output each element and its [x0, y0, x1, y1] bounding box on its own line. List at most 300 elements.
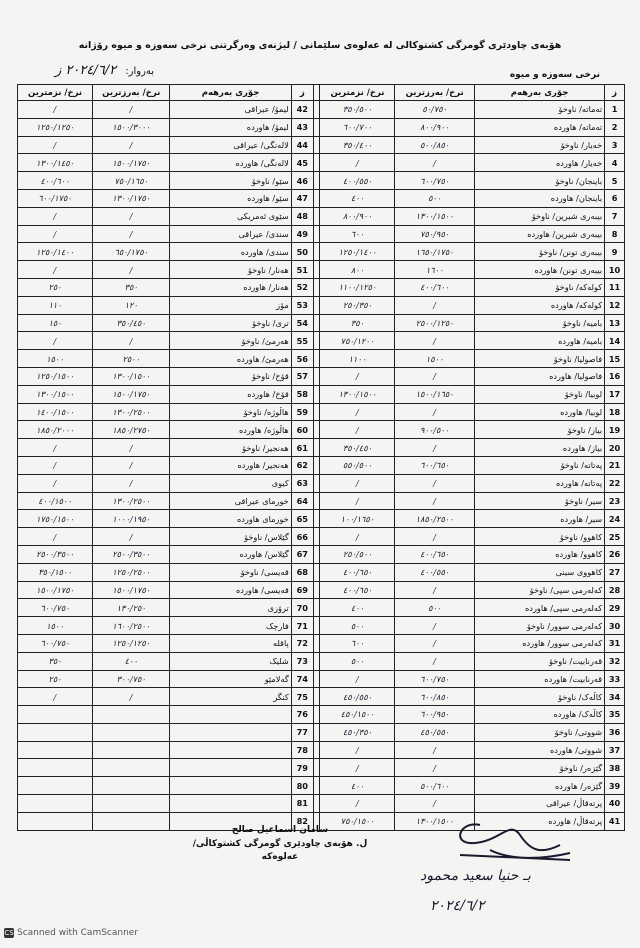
table-row	[18, 367, 625, 385]
price-low: ٥٠٠	[320, 617, 395, 635]
row-number: 2	[605, 118, 625, 136]
row-number: 66	[291, 528, 313, 546]
column-header-low: نرخ/ نزمترین	[320, 85, 395, 101]
price-high: /	[395, 634, 474, 652]
price-low: ٣٥٠	[320, 314, 395, 332]
price-low: /	[18, 474, 93, 492]
row-number: 27	[605, 563, 625, 581]
signatory-role: ل. هۆبەی چاودێری گومرگی کشتوکاڵی/عەلوەکە	[192, 838, 368, 862]
price-low: /	[320, 741, 395, 759]
price-high: /	[93, 225, 170, 243]
price-high: ٥٠/٧٥٠	[395, 101, 474, 119]
price-high: ٣٥٠	[93, 278, 170, 296]
row-number: 50	[291, 243, 313, 261]
price-low: ٤٥٠/٥٥٠	[320, 688, 395, 706]
row-number: 58	[291, 385, 313, 403]
row-number: 23	[605, 492, 625, 510]
price-low: /	[18, 225, 93, 243]
row-number: 59	[291, 403, 313, 421]
row-number: 36	[605, 723, 625, 741]
column-gap	[313, 474, 320, 492]
handwritten-date: ٢٠٢٤/٦/٢	[430, 898, 485, 914]
column-header-num: ز	[605, 85, 625, 101]
row-number: 43	[291, 118, 313, 136]
row-number: 52	[291, 278, 313, 296]
price-high: ٦٠٠/٦٥٠	[395, 456, 474, 474]
row-number: 49	[291, 225, 313, 243]
product-name: سیر/ ناوخۆ	[474, 492, 604, 510]
price-low	[18, 812, 93, 830]
price-high: ١٣٠٠/٢٥٠٠	[93, 492, 170, 510]
price-high: ٩٠٠/٥٠٠	[395, 421, 474, 439]
price-high: ٥٠٠	[395, 599, 474, 617]
price-low: ٧٥٠/١٥٠٠	[320, 812, 395, 830]
row-number: 14	[605, 332, 625, 350]
table-row	[18, 403, 625, 421]
row-number: 51	[291, 261, 313, 279]
product-name: بیبەری تونن/ ناوخۆ	[474, 243, 604, 261]
column-gap	[313, 599, 320, 617]
column-gap	[313, 759, 320, 777]
table-row	[18, 207, 625, 225]
price-low: ٤٠٠	[320, 189, 395, 207]
product-name: ترۆزی	[170, 599, 291, 617]
price-high: /	[93, 528, 170, 546]
product-name: هەنار/ هاوردە	[170, 278, 291, 296]
product-name: هاڵوژە/ ناوخۆ	[170, 403, 291, 421]
column-gap	[313, 101, 320, 119]
price-low: /	[320, 670, 395, 688]
product-name: قەرنابیت/ هاوردە	[474, 670, 604, 688]
product-name: بیبەری شیرین/ هاوردە	[474, 225, 604, 243]
price-high: /	[93, 688, 170, 706]
handwritten-name: بـ حنیا سعید محمود	[420, 868, 531, 884]
product-name: کەلەرمی سپی/ ناوخۆ	[474, 581, 604, 599]
price-low: ٣٥٠	[18, 652, 93, 670]
price-high: /	[395, 492, 474, 510]
price-high: ١٢٥٠/٢٥٠٠	[93, 563, 170, 581]
price-high: ٤٠٠/٦٠٠	[395, 278, 474, 296]
price-high: /	[93, 332, 170, 350]
table-row	[18, 421, 625, 439]
price-low: ٦٠٠	[320, 634, 395, 652]
price-high	[93, 741, 170, 759]
column-gap	[313, 332, 320, 350]
row-number: 29	[605, 599, 625, 617]
price-low: ١٨٥٠/٢٠٠٠	[18, 421, 93, 439]
product-name: کاڵەک/ هاوردە	[474, 706, 604, 724]
price-low: /	[18, 101, 93, 119]
product-name: پەتاتە/ هاوردە	[474, 474, 604, 492]
price-low: ٤٠٠	[320, 777, 395, 795]
product-name: کیوی	[170, 474, 291, 492]
table-row	[18, 350, 625, 368]
price-high: /	[93, 261, 170, 279]
price-low: ٤٠٠/٦٠٠	[18, 172, 93, 190]
product-name: سێو/ هاوردە	[170, 189, 291, 207]
row-number: 46	[291, 172, 313, 190]
column-gap	[313, 545, 320, 563]
price-high: ٦٠٠/٨٥٠	[395, 688, 474, 706]
price-low: /	[18, 136, 93, 154]
product-name: بیبەری شیرین/ ناوخۆ	[474, 207, 604, 225]
table-header-row	[18, 85, 625, 101]
row-number: 81	[291, 795, 313, 813]
product-name: گێلاس/ هاوردە	[170, 545, 291, 563]
product-name	[170, 777, 291, 795]
product-name	[170, 795, 291, 813]
product-name	[170, 759, 291, 777]
column-gap	[313, 207, 320, 225]
price-low: /	[18, 332, 93, 350]
column-gap	[313, 367, 320, 385]
price-low: ١٥٠٠	[18, 350, 93, 368]
row-number: 10	[605, 261, 625, 279]
price-high: ٤٠٠	[93, 652, 170, 670]
table-row	[18, 652, 625, 670]
table-row	[18, 296, 625, 314]
price-low: ١١٠٠	[320, 350, 395, 368]
table-row	[18, 261, 625, 279]
price-low: /	[320, 492, 395, 510]
price-high	[93, 723, 170, 741]
table-row	[18, 545, 625, 563]
table-row	[18, 189, 625, 207]
column-gap	[313, 510, 320, 528]
product-name: قەیسی/ هاوردە	[170, 581, 291, 599]
price-low: /	[18, 456, 93, 474]
row-number: 65	[291, 510, 313, 528]
row-number: 6	[605, 189, 625, 207]
scanner-text: Scanned with CamScanner	[17, 928, 139, 938]
price-low: ٣٥٠/٥٠٠	[320, 101, 395, 119]
price-low: /	[320, 795, 395, 813]
product-name: خورمای هاوردە	[170, 510, 291, 528]
product-name: سیر/ هاوردە	[474, 510, 604, 528]
product-name: گێلاس/ ناوخۆ	[170, 528, 291, 546]
price-high: ١٨٥٠/٢٧٥٠	[93, 421, 170, 439]
column-header-num: ز	[291, 85, 313, 101]
column-gap	[313, 617, 320, 635]
column-gap	[313, 172, 320, 190]
price-high: /	[395, 439, 474, 457]
product-name: مۆز	[170, 296, 291, 314]
row-number: 77	[291, 723, 313, 741]
table-row	[18, 741, 625, 759]
price-high: ٦٠٠/٧٥٠	[395, 172, 474, 190]
price-low: /	[18, 439, 93, 457]
price-low: /	[320, 403, 395, 421]
row-number: 16	[605, 367, 625, 385]
product-name: کولەکە/ ناوخۆ	[474, 278, 604, 296]
signature-scribble	[420, 815, 580, 875]
price-low	[18, 777, 93, 795]
row-number: 31	[605, 634, 625, 652]
price-low: /	[320, 759, 395, 777]
row-number: 41	[605, 812, 625, 830]
row-number: 67	[291, 545, 313, 563]
product-name: پەتاتە/ ناوخۆ	[474, 456, 604, 474]
row-number: 9	[605, 243, 625, 261]
price-high: ١٥٠٠/١٧٥٠	[93, 581, 170, 599]
row-number: 39	[605, 777, 625, 795]
table-row	[18, 474, 625, 492]
price-high: ١٠٠٠/١٩٥٠	[93, 510, 170, 528]
price-high: ٢٥٠٠/٣٥٠٠	[93, 545, 170, 563]
price-low: ١٢٥٠/١٢٥٠	[18, 118, 93, 136]
signatory-block	[190, 824, 370, 865]
product-name	[170, 723, 291, 741]
price-high: /	[395, 617, 474, 635]
price-high: ٧٥٠/٩٥٠	[395, 225, 474, 243]
price-high	[93, 759, 170, 777]
column-gap	[313, 777, 320, 795]
product-name: هاڵوژە/ هاوردە	[170, 421, 291, 439]
row-number: 19	[605, 421, 625, 439]
table-row	[18, 563, 625, 581]
row-number: 30	[605, 617, 625, 635]
column-gap	[313, 439, 320, 457]
price-low: ٢٥٠/٥٠٠	[320, 545, 395, 563]
column-gap	[313, 723, 320, 741]
product-name: هەنار/ ناوخۆ	[170, 261, 291, 279]
column-gap	[313, 581, 320, 599]
column-header-low: نرخ/ نزمترین	[18, 85, 93, 101]
product-name: سندی/ عیراقی	[170, 225, 291, 243]
price-low: ١١٠٠/١٢٥٠	[320, 278, 395, 296]
product-name: تەماتە/ ناوخۆ	[474, 101, 604, 119]
price-low	[18, 759, 93, 777]
price-low: ٤٠٠	[320, 599, 395, 617]
table-row	[18, 314, 625, 332]
row-number: 68	[291, 563, 313, 581]
document-subtitle: نرخی سەوزە و میوە	[509, 70, 600, 80]
product-name: تەماتە/ هاوردە	[474, 118, 604, 136]
price-high: ١٥٠٠	[395, 350, 474, 368]
row-number: 11	[605, 278, 625, 296]
row-number: 71	[291, 617, 313, 635]
product-name: شووتی/ هاوردە	[474, 741, 604, 759]
row-number: 47	[291, 189, 313, 207]
price-high: ١٦٥٠/١٧٥٠	[395, 243, 474, 261]
price-high: ٢٥٠٠/١٢٥٠	[395, 314, 474, 332]
table-row	[18, 101, 625, 119]
price-low	[18, 723, 93, 741]
column-gap	[313, 278, 320, 296]
table-row	[18, 118, 625, 136]
row-number: 3	[605, 136, 625, 154]
price-low: ١٥٠٠/١٧٥٠	[18, 581, 93, 599]
price-high: ١٢٠	[93, 296, 170, 314]
table-row	[18, 225, 625, 243]
column-gap	[313, 136, 320, 154]
row-number: 4	[605, 154, 625, 172]
price-high: /	[395, 367, 474, 385]
row-number: 75	[291, 688, 313, 706]
price-high: /	[93, 456, 170, 474]
product-name: قەرنابیت/ ناوخۆ	[474, 652, 604, 670]
product-name: گەلامێو	[170, 670, 291, 688]
row-number: 54	[291, 314, 313, 332]
price-low: ١٢٥٠/١٥٠٠	[18, 367, 93, 385]
product-name: کەلەرمی سپی/ هاوردە	[474, 599, 604, 617]
row-number: 76	[291, 706, 313, 724]
column-gap	[313, 350, 320, 368]
camscanner-icon: CS	[4, 929, 14, 937]
product-name: کاهوو/ ناوخۆ	[474, 528, 604, 546]
product-name: لوبیا/ ناوخۆ	[474, 385, 604, 403]
row-number: 61	[291, 439, 313, 457]
product-name: شووتی/ ناوخۆ	[474, 723, 604, 741]
product-name: بیبەری تونن/ هاوردە	[474, 261, 604, 279]
price-high: ٦٥٠/١٧٥٠	[93, 243, 170, 261]
column-header-high: نرخ/ بەرزترین	[93, 85, 170, 101]
product-name: گێزەر/ هاوردە	[474, 777, 604, 795]
price-low	[18, 706, 93, 724]
price-high: ٥٠٠/٦٠٠	[395, 777, 474, 795]
price-high: ٨٠٠/٩٠٠	[395, 118, 474, 136]
table-row	[18, 670, 625, 688]
price-low: /	[320, 421, 395, 439]
product-name: باینجان/ ناوخۆ	[474, 172, 604, 190]
price-low: /	[18, 261, 93, 279]
table-row	[18, 599, 625, 617]
table-row	[18, 510, 625, 528]
row-number: 72	[291, 634, 313, 652]
row-number: 5	[605, 172, 625, 190]
row-number: 78	[291, 741, 313, 759]
price-high: ٧٥٠/١٦٥٠	[93, 172, 170, 190]
price-high: ٥٠٠	[395, 189, 474, 207]
signatory-name: سامان اسماعيل صالح	[231, 825, 329, 835]
price-high: ١٣٠٠/١٧٥٠	[93, 189, 170, 207]
price-high: ٥٠٠/٨٥٠	[395, 136, 474, 154]
price-high: ١٢٥٠/١٢٥٠	[93, 634, 170, 652]
table-row	[18, 706, 625, 724]
product-name: کاهوو/ هاوردە	[474, 545, 604, 563]
table-row	[18, 688, 625, 706]
price-high: ١٥٠٠/٣٠٠٠	[93, 118, 170, 136]
column-header-product: جۆری بەرهەم	[474, 85, 604, 101]
price-high: ٦٠٠/٩٥٠	[395, 706, 474, 724]
price-high: /	[395, 154, 474, 172]
column-gap	[313, 741, 320, 759]
row-number: 53	[291, 296, 313, 314]
product-name: بامیە/ هاوردە	[474, 332, 604, 350]
price-low: /	[320, 474, 395, 492]
price-high: ٤٠٠/٥٥٠	[395, 563, 474, 581]
price-low: ١٤٠٠/١٥٠٠	[18, 403, 93, 421]
price-high: /	[93, 207, 170, 225]
row-number: 37	[605, 741, 625, 759]
product-name: پرتەقاڵ/ عیراقی	[474, 795, 604, 813]
product-name: بیاز/ ناوخۆ	[474, 421, 604, 439]
product-name: کنگر	[170, 688, 291, 706]
column-header-product: جۆری بەرهەم	[170, 85, 291, 101]
price-high: ١٣٠/٢٥٠	[93, 599, 170, 617]
price-low: ٤٠٠/٦٥٠	[320, 581, 395, 599]
row-number: 42	[291, 101, 313, 119]
price-high	[93, 812, 170, 830]
product-name: کەلەرمی سوور/ ناوخۆ	[474, 617, 604, 635]
column-gap	[313, 528, 320, 546]
product-name: فاصولیا/ هاوردە	[474, 367, 604, 385]
product-name: گێزەر/ ناوخۆ	[474, 759, 604, 777]
table-row	[18, 528, 625, 546]
row-number: 13	[605, 314, 625, 332]
row-number: 8	[605, 225, 625, 243]
row-number: 45	[291, 154, 313, 172]
row-number: 22	[605, 474, 625, 492]
product-name: شلیک	[170, 652, 291, 670]
price-low: ١٣٠٠/١٥٠٠	[18, 385, 93, 403]
column-gap	[313, 634, 320, 652]
date-field	[55, 63, 154, 78]
price-high: ١٣٠٠/١٥٠٠	[395, 207, 474, 225]
row-number: 62	[291, 456, 313, 474]
price-low: ٨٠٠	[320, 261, 395, 279]
price-low	[18, 795, 93, 813]
price-high: ١٦٠٠/٢٥٠٠	[93, 617, 170, 635]
row-number: 25	[605, 528, 625, 546]
table-row	[18, 492, 625, 510]
price-high: ٣٥٠/٤٥٠	[93, 314, 170, 332]
price-low: ٦٠٠	[320, 225, 395, 243]
price-low: ١٧٥٠/١٥٠٠	[18, 510, 93, 528]
price-low: ٣٥٠/٤٥٠	[320, 439, 395, 457]
price-high: ١٣٠٠/٢٥٠٠	[93, 403, 170, 421]
product-name: خەیار/ ناوخۆ	[474, 136, 604, 154]
product-name: کاڵەک/ ناوخۆ	[474, 688, 604, 706]
row-number: 24	[605, 510, 625, 528]
product-name: سندی/ هاوردە	[170, 243, 291, 261]
column-gap	[313, 314, 320, 332]
product-name: بیاز/ هاوردە	[474, 439, 604, 457]
price-low	[18, 741, 93, 759]
price-low: ١٥٠	[18, 314, 93, 332]
price-high: ١٣٠٠/١٥٠٠	[395, 812, 474, 830]
product-name: کاهووی سینی	[474, 563, 604, 581]
row-number: 35	[605, 706, 625, 724]
table-row	[18, 385, 625, 403]
column-gap	[313, 456, 320, 474]
document-title: هۆبەی چاودێری گومرگی کشتوکالی لە عەلوەی سلێمانی / لیژنەی وەرگرتنی نرخی سەوزە و میوە رۆژانە	[78, 40, 562, 51]
column-gap	[313, 261, 320, 279]
price-high: /	[395, 581, 474, 599]
price-high: /	[93, 439, 170, 457]
price-low: ١٥٠٠	[18, 617, 93, 635]
price-high: /	[395, 795, 474, 813]
price-high	[93, 777, 170, 795]
column-gap	[313, 243, 320, 261]
date-label: بەروار:	[125, 66, 155, 77]
product-name: قۆخ/ ناوخۆ	[170, 367, 291, 385]
price-high: ١٥٠٠/١٧٥٠	[93, 385, 170, 403]
price-low: /	[18, 528, 93, 546]
product-name: باینجان/ هاوردە	[474, 189, 604, 207]
price-high: ٤٥٠/٥٥٠	[395, 723, 474, 741]
product-name: پاقلە	[170, 634, 291, 652]
price-high: /	[93, 474, 170, 492]
row-number: 33	[605, 670, 625, 688]
product-name: هەنجیر/ ناوخۆ	[170, 439, 291, 457]
price-low: ٥٥٠/٥٠٠	[320, 456, 395, 474]
row-number: 17	[605, 385, 625, 403]
price-high: /	[395, 332, 474, 350]
table-row	[18, 439, 625, 457]
row-number: 70	[291, 599, 313, 617]
price-low: ٧٥٠/١٢٠٠	[320, 332, 395, 350]
